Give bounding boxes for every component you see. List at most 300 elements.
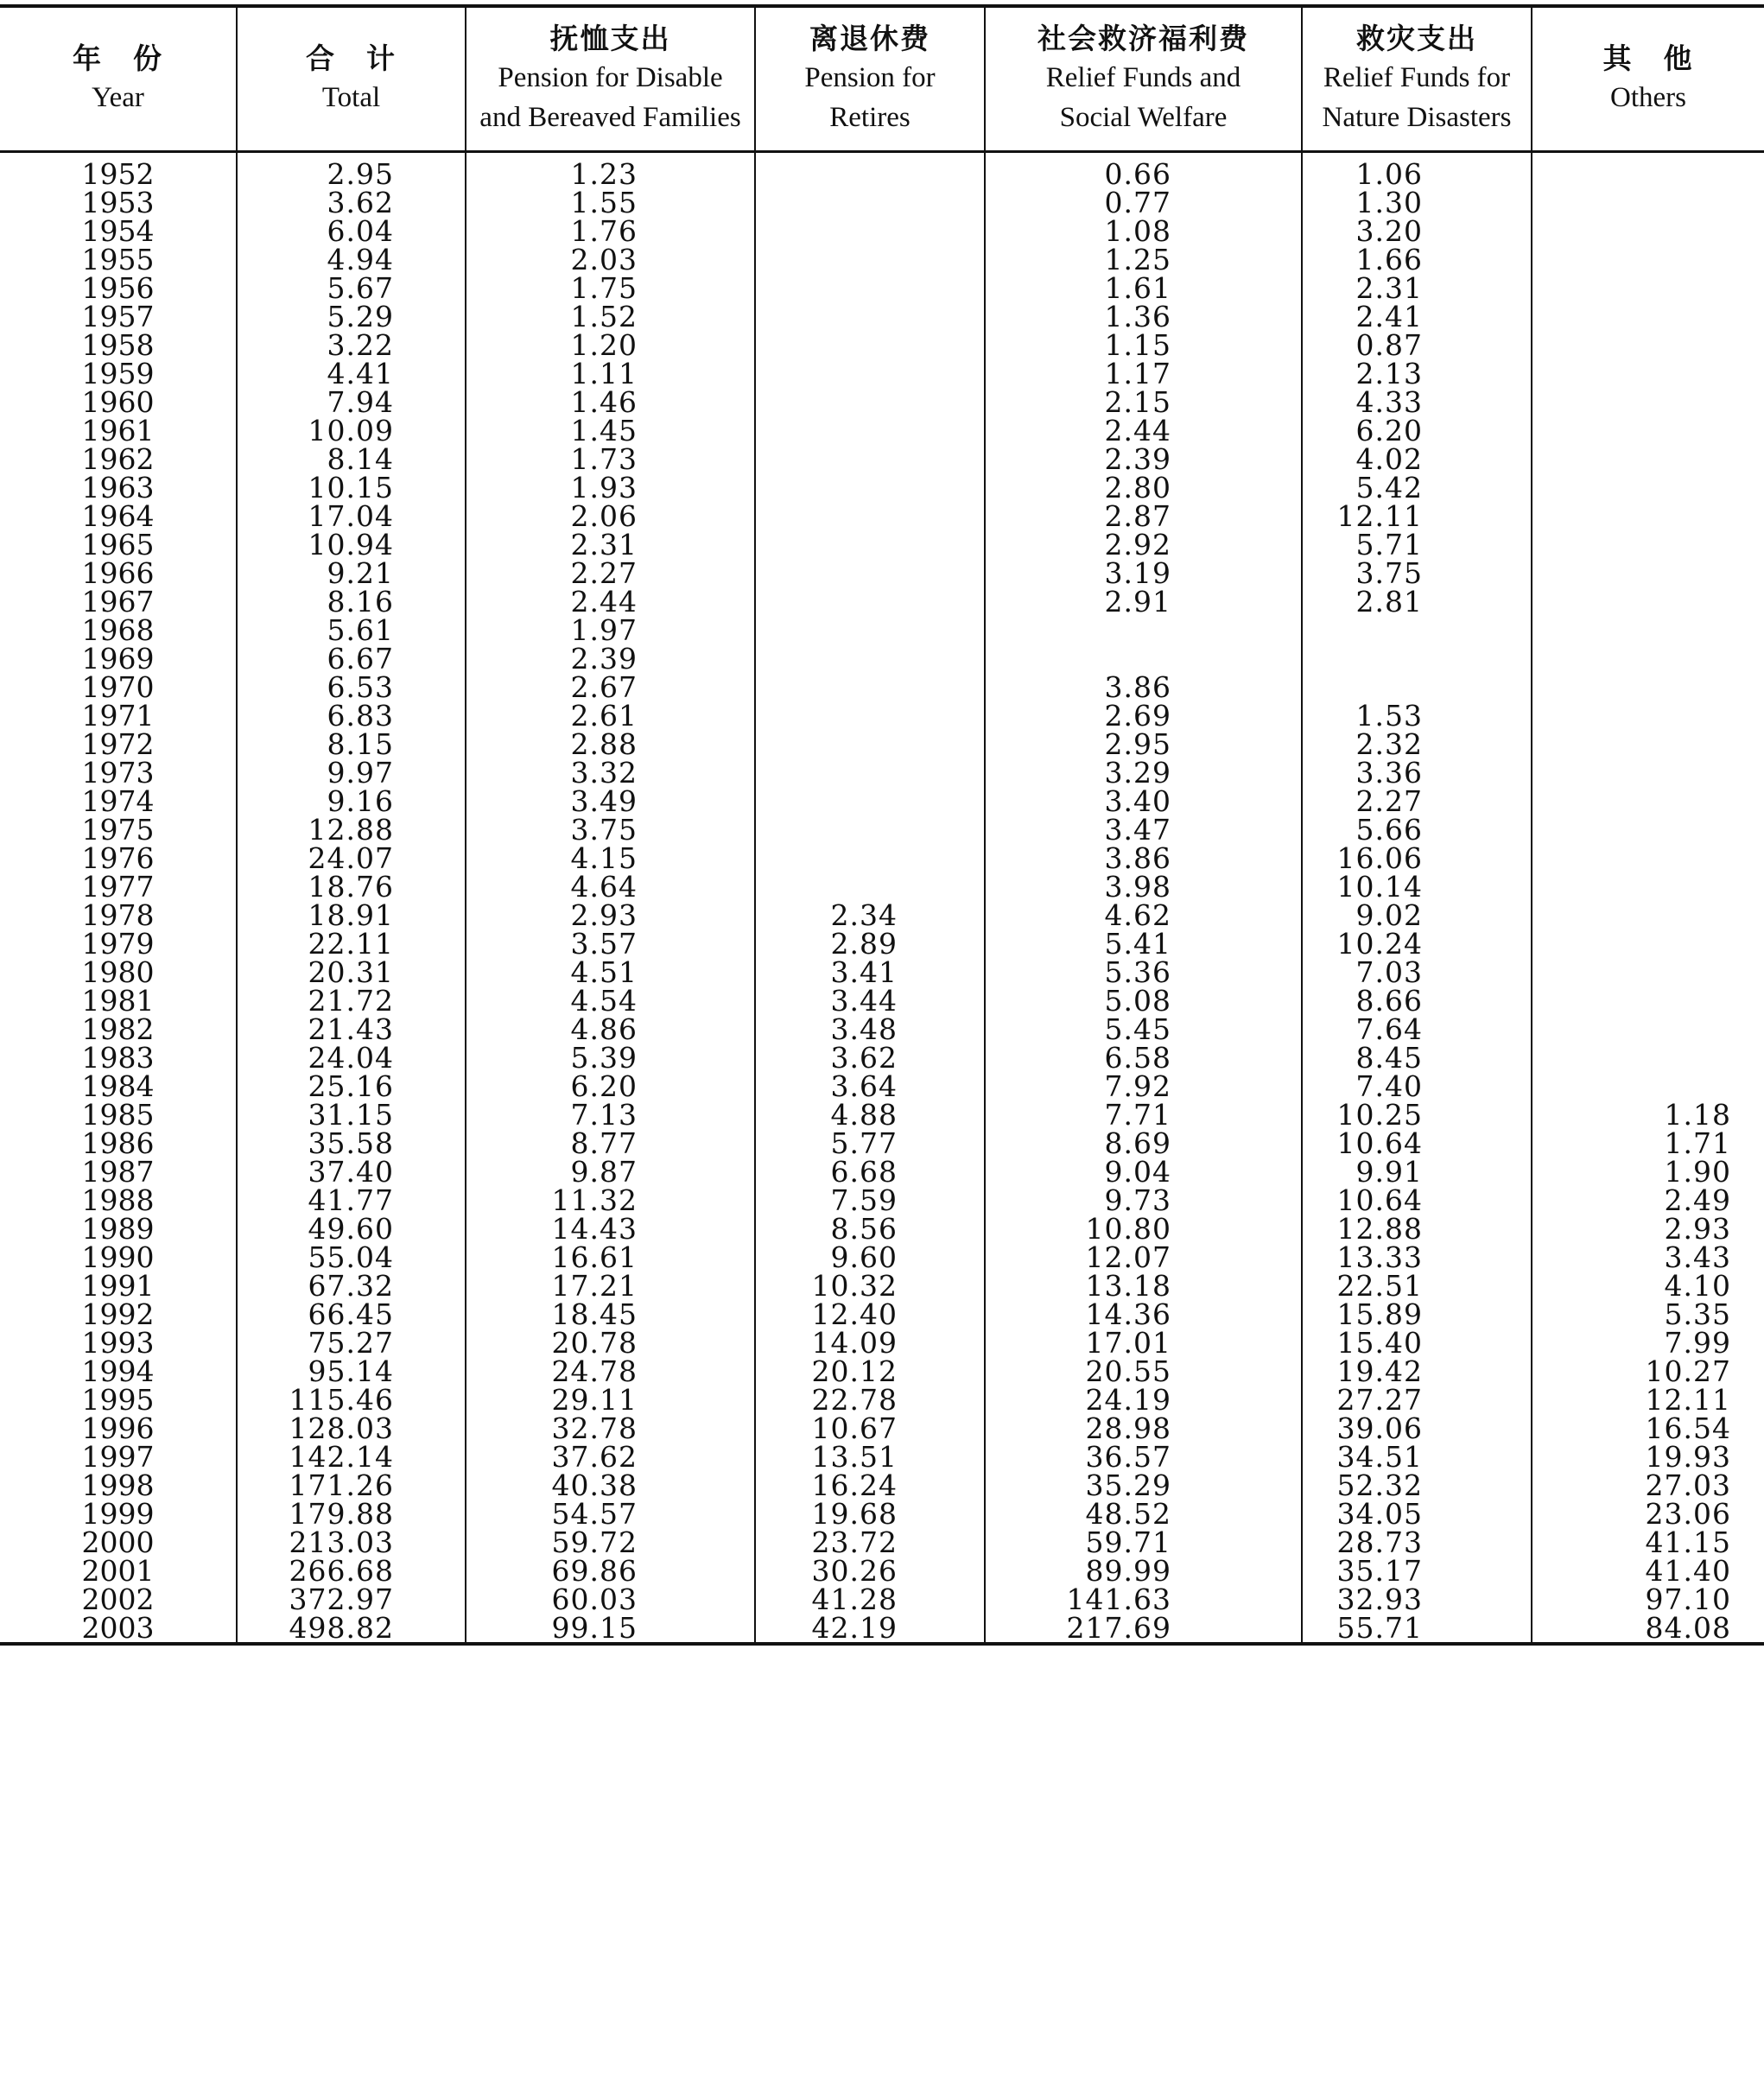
table-row [0,1158,1764,1186]
year-cell: 1963 [81,470,155,504]
social-welfare-cell: 0.66 [985,151,1302,188]
social-welfare-cell: 28.98 [985,1414,1302,1443]
pension-disabled-cell: 3.32 [466,758,755,787]
year-cell: 2002 [81,1582,155,1616]
table-row [0,1585,1764,1614]
social-welfare-cell: 6.58 [985,1043,1302,1072]
pension-retires-cell: 42.19 [755,1614,985,1644]
table-row [0,188,1764,217]
relief-expenditure-table [0,4,1764,1646]
header-en: Total [321,82,381,114]
pension-disabled-cell: 2.61 [466,701,755,730]
table-row [0,245,1764,274]
pension-disabled-cell: 4.15 [466,844,755,872]
social-welfare-cell: 48.52 [985,1500,1302,1528]
social-welfare-cell [985,644,1302,673]
total-cell: 10.15 [237,473,466,502]
pension-retires-cell: 9.60 [755,1243,985,1272]
pension-retires-cell [755,274,985,302]
disaster-relief-cell: 15.89 [1302,1300,1532,1329]
total-cell: 21.72 [237,986,466,1015]
pension-retires-cell [755,151,985,188]
pension-retires-cell: 5.77 [755,1129,985,1158]
disaster-relief-cell: 5.71 [1302,530,1532,559]
year-cell: 1958 [81,327,155,362]
total-cell: 55.04 [237,1243,466,1272]
year-cell: 1970 [81,669,155,704]
pension-retires-cell: 2.89 [755,929,985,958]
pension-disabled-cell: 9.87 [466,1158,755,1186]
social-welfare-cell [985,616,1302,644]
total-cell: 25.16 [237,1072,466,1100]
social-welfare-cell: 1.61 [985,274,1302,302]
disaster-relief-cell: 1.06 [1302,151,1532,188]
disaster-relief-cell: 34.51 [1302,1443,1532,1471]
year-cell: 1998 [81,1468,155,1502]
social-welfare-cell: 13.18 [985,1272,1302,1300]
table-row [0,1272,1764,1300]
total-cell: 498.82 [237,1614,466,1644]
social-welfare-cell: 9.04 [985,1158,1302,1186]
disaster-relief-cell: 10.14 [1302,872,1532,901]
total-cell: 115.46 [237,1386,466,1414]
pension-retires-cell: 7.59 [755,1186,985,1215]
table-row [0,559,1764,587]
social-welfare-cell: 1.36 [985,302,1302,331]
table-row [0,701,1764,730]
year-cell: 1988 [81,1183,155,1217]
pension-disabled-cell: 1.97 [466,616,755,644]
disaster-relief-cell: 1.30 [1302,188,1532,217]
others-cell [1532,730,1764,758]
header-cn: 抚恤支出 [549,22,671,56]
header-pension-disabled [466,6,755,151]
year-cell: 1969 [81,641,155,675]
header-en: and Bereaved Families [479,102,741,134]
total-cell: 142.14 [237,1443,466,1471]
pension-retires-cell [755,473,985,502]
header-en: Pension for Disable [498,62,723,94]
total-cell: 171.26 [237,1471,466,1500]
pension-disabled-cell: 1.52 [466,302,755,331]
table-row [0,274,1764,302]
pension-retires-cell: 3.62 [755,1043,985,1072]
social-welfare-cell: 3.29 [985,758,1302,787]
disaster-relief-cell: 32.93 [1302,1585,1532,1614]
pension-retires-cell [755,302,985,331]
pension-disabled-cell: 1.93 [466,473,755,502]
social-welfare-cell: 5.36 [985,958,1302,986]
table-row [0,815,1764,844]
table-body [0,151,1764,1644]
disaster-relief-cell: 12.88 [1302,1215,1532,1243]
pension-disabled-cell: 4.86 [466,1015,755,1043]
disaster-relief-cell: 2.27 [1302,787,1532,815]
pension-retires-cell: 10.67 [755,1414,985,1443]
others-cell: 10.27 [1532,1357,1764,1386]
pension-disabled-cell: 8.77 [466,1129,755,1158]
pension-retires-cell: 23.72 [755,1528,985,1557]
total-cell: 2.95 [237,151,466,188]
table-row [0,1215,1764,1243]
pension-disabled-cell: 37.62 [466,1443,755,1471]
disaster-relief-cell: 22.51 [1302,1272,1532,1300]
others-cell [1532,445,1764,473]
pension-disabled-cell: 54.57 [466,1500,755,1528]
total-cell: 5.29 [237,302,466,331]
year-cell: 1960 [81,384,155,419]
others-cell [1532,245,1764,274]
others-cell: 23.06 [1532,1500,1764,1528]
pension-disabled-cell: 1.11 [466,359,755,388]
social-welfare-cell: 3.40 [985,787,1302,815]
others-cell [1532,844,1764,872]
total-cell: 266.68 [237,1557,466,1585]
total-cell: 17.04 [237,502,466,530]
others-cell [1532,502,1764,530]
header-en: Pension for [804,62,936,94]
header-en: Relief Funds and [1045,62,1241,94]
pension-disabled-cell: 3.57 [466,929,755,958]
others-cell [1532,901,1764,929]
disaster-relief-cell: 7.64 [1302,1015,1532,1043]
disaster-relief-cell: 10.64 [1302,1186,1532,1215]
pension-disabled-cell: 1.73 [466,445,755,473]
social-welfare-cell: 1.17 [985,359,1302,388]
total-cell: 9.21 [237,559,466,587]
year-cell: 1997 [81,1439,155,1474]
others-cell: 12.11 [1532,1386,1764,1414]
table-row [0,644,1764,673]
disaster-relief-cell: 12.11 [1302,502,1532,530]
pension-disabled-cell: 3.49 [466,787,755,815]
pension-retires-cell: 3.41 [755,958,985,986]
year-cell: 1975 [81,812,155,847]
table-row [0,1471,1764,1500]
year-cell: 1974 [81,783,155,818]
table-row [0,530,1764,559]
year-cell: 1981 [81,983,155,1018]
pension-disabled-cell: 99.15 [466,1614,755,1644]
table-row [0,758,1764,787]
year-cell: 1984 [81,1069,155,1103]
pension-retires-cell [755,245,985,274]
social-welfare-cell: 217.69 [985,1614,1302,1644]
social-welfare-cell: 59.71 [985,1528,1302,1557]
others-cell [1532,1072,1764,1100]
social-welfare-cell: 2.44 [985,416,1302,445]
table-row [0,331,1764,359]
disaster-relief-cell: 2.13 [1302,359,1532,388]
social-welfare-cell: 2.80 [985,473,1302,502]
year-cell: 1973 [81,755,155,790]
pension-retires-cell [755,217,985,245]
others-cell [1532,587,1764,616]
total-cell: 22.11 [237,929,466,958]
year-cell: 1972 [81,726,155,761]
pension-retires-cell: 3.64 [755,1072,985,1100]
table-row [0,587,1764,616]
pension-retires-cell [755,416,985,445]
others-cell [1532,217,1764,245]
others-cell [1532,302,1764,331]
pension-retires-cell [755,587,985,616]
header-en: Social Welfare [1059,102,1228,134]
others-cell [1532,151,1764,188]
total-cell: 4.94 [237,245,466,274]
pension-retires-cell [755,530,985,559]
pension-disabled-cell: 18.45 [466,1300,755,1329]
header-total [237,6,466,151]
total-cell: 49.60 [237,1215,466,1243]
others-cell [1532,872,1764,901]
disaster-relief-cell: 0.87 [1302,331,1532,359]
pension-retires-cell: 2.34 [755,901,985,929]
year-cell: 1989 [81,1211,155,1246]
pension-disabled-cell: 3.75 [466,815,755,844]
total-cell: 18.91 [237,901,466,929]
pension-retires-cell [755,188,985,217]
header-cn: 离退休费 [809,22,930,56]
disaster-relief-cell: 6.20 [1302,416,1532,445]
others-cell [1532,644,1764,673]
table-row [0,1557,1764,1585]
pension-retires-cell: 10.32 [755,1272,985,1300]
year-cell: 1978 [81,897,155,932]
social-welfare-cell: 0.77 [985,188,1302,217]
disaster-relief-cell: 2.31 [1302,274,1532,302]
social-welfare-cell: 5.41 [985,929,1302,958]
others-cell: 19.93 [1532,1443,1764,1471]
disaster-relief-cell: 5.42 [1302,473,1532,502]
pension-disabled-cell: 2.27 [466,559,755,587]
total-cell: 67.32 [237,1272,466,1300]
disaster-relief-cell: 39.06 [1302,1414,1532,1443]
others-cell [1532,416,1764,445]
others-cell: 3.43 [1532,1243,1764,1272]
pension-disabled-cell: 11.32 [466,1186,755,1215]
table-row [0,1243,1764,1272]
others-cell: 27.03 [1532,1471,1764,1500]
social-welfare-cell: 24.19 [985,1386,1302,1414]
disaster-relief-cell: 15.40 [1302,1329,1532,1357]
total-cell: 37.40 [237,1158,466,1186]
total-cell: 41.77 [237,1186,466,1215]
table-row [0,1414,1764,1443]
total-cell: 10.09 [237,416,466,445]
total-cell: 8.15 [237,730,466,758]
pension-disabled-cell: 1.76 [466,217,755,245]
table-row [0,872,1764,901]
pension-retires-cell [755,701,985,730]
total-cell: 8.16 [237,587,466,616]
others-cell: 41.40 [1532,1557,1764,1585]
total-cell: 12.88 [237,815,466,844]
total-cell: 9.97 [237,758,466,787]
total-cell: 21.43 [237,1015,466,1043]
table-row [0,1500,1764,1528]
total-cell: 24.04 [237,1043,466,1072]
table-row [0,151,1764,188]
pension-retires-cell: 16.24 [755,1471,985,1500]
table-row [0,616,1764,644]
pension-retires-cell [755,844,985,872]
pension-retires-cell [755,787,985,815]
total-cell: 20.31 [237,958,466,986]
social-welfare-cell: 17.01 [985,1329,1302,1357]
table-row [0,1329,1764,1357]
table-row [0,1300,1764,1329]
disaster-relief-cell [1302,673,1532,701]
year-cell: 1985 [81,1097,155,1132]
others-cell [1532,359,1764,388]
year-cell: 1996 [81,1411,155,1445]
header-en: Others [1610,82,1686,114]
pension-disabled-cell: 1.23 [466,151,755,188]
total-cell: 213.03 [237,1528,466,1557]
year-cell: 1976 [81,840,155,875]
social-welfare-cell: 141.63 [985,1585,1302,1614]
year-cell: 1968 [81,612,155,647]
others-cell [1532,758,1764,787]
pension-disabled-cell: 20.78 [466,1329,755,1357]
disaster-relief-cell: 34.05 [1302,1500,1532,1528]
total-cell: 10.94 [237,530,466,559]
header-en: Year [92,82,144,114]
table-row [0,787,1764,815]
table-row [0,1015,1764,1043]
disaster-relief-cell: 55.71 [1302,1614,1532,1644]
table-row [0,388,1764,416]
table-row [0,217,1764,245]
disaster-relief-cell: 3.36 [1302,758,1532,787]
table-row [0,1443,1764,1471]
pension-retires-cell: 3.44 [755,986,985,1015]
pension-retires-cell: 8.56 [755,1215,985,1243]
others-cell: 7.99 [1532,1329,1764,1357]
pension-disabled-cell: 40.38 [466,1471,755,1500]
total-cell: 24.07 [237,844,466,872]
year-cell: 1991 [81,1268,155,1303]
pension-disabled-cell: 1.20 [466,331,755,359]
pension-retires-cell: 12.40 [755,1300,985,1329]
disaster-relief-cell: 19.42 [1302,1357,1532,1386]
others-cell [1532,559,1764,587]
header-others [1532,6,1764,151]
year-cell: 1971 [81,698,155,733]
year-cell: 1967 [81,584,155,618]
others-cell [1532,274,1764,302]
pension-retires-cell [755,559,985,587]
others-cell [1532,331,1764,359]
others-cell [1532,616,1764,644]
total-cell: 128.03 [237,1414,466,1443]
others-cell [1532,929,1764,958]
others-cell [1532,701,1764,730]
year-cell: 1953 [81,185,155,219]
table-row [0,730,1764,758]
pension-disabled-cell: 2.39 [466,644,755,673]
social-welfare-cell: 2.87 [985,502,1302,530]
disaster-relief-cell: 52.32 [1302,1471,1532,1500]
pension-disabled-cell: 59.72 [466,1528,755,1557]
header-cn: 年 份 [73,41,163,76]
others-cell: 2.93 [1532,1215,1764,1243]
header-disaster-relief [1302,6,1532,151]
pension-retires-cell: 4.88 [755,1100,985,1129]
pension-retires-cell [755,673,985,701]
pension-disabled-cell: 7.13 [466,1100,755,1129]
others-cell: 97.10 [1532,1585,1764,1614]
table-row [0,958,1764,986]
disaster-relief-cell: 13.33 [1302,1243,1532,1272]
table-row [0,502,1764,530]
pension-disabled-cell: 5.39 [466,1043,755,1072]
table-row [0,1528,1764,1557]
pension-retires-cell [755,502,985,530]
table-row [0,929,1764,958]
total-cell: 66.45 [237,1300,466,1329]
pension-disabled-cell: 69.86 [466,1557,755,1585]
pension-retires-cell: 14.09 [755,1329,985,1357]
social-welfare-cell: 20.55 [985,1357,1302,1386]
total-cell: 372.97 [237,1585,466,1614]
pension-disabled-cell: 4.64 [466,872,755,901]
header-en: Retires [829,102,911,134]
header-en: Relief Funds for [1323,62,1511,94]
table-row [0,844,1764,872]
social-welfare-cell: 10.80 [985,1215,1302,1243]
others-cell: 5.35 [1532,1300,1764,1329]
social-welfare-cell: 2.39 [985,445,1302,473]
total-cell: 8.14 [237,445,466,473]
social-welfare-cell: 4.62 [985,901,1302,929]
header-social-welfare [985,6,1302,151]
others-cell [1532,1043,1764,1072]
others-cell: 41.15 [1532,1528,1764,1557]
year-cell: 1966 [81,555,155,590]
table-row [0,901,1764,929]
year-cell: 1957 [81,299,155,333]
pension-retires-cell [755,331,985,359]
social-welfare-cell: 2.69 [985,701,1302,730]
others-cell [1532,473,1764,502]
disaster-relief-cell: 4.02 [1302,445,1532,473]
table-row [0,445,1764,473]
disaster-relief-cell: 28.73 [1302,1528,1532,1557]
disaster-relief-cell: 7.40 [1302,1072,1532,1100]
table-row [0,1357,1764,1386]
disaster-relief-cell: 3.20 [1302,217,1532,245]
disaster-relief-cell: 1.53 [1302,701,1532,730]
table-row [0,302,1764,331]
year-cell: 1999 [81,1496,155,1531]
others-cell: 4.10 [1532,1272,1764,1300]
year-cell: 1990 [81,1240,155,1274]
header-cn: 救灾支出 [1356,22,1477,56]
year-cell: 1952 [81,156,155,191]
social-welfare-cell: 2.92 [985,530,1302,559]
year-cell: 1995 [81,1382,155,1417]
social-welfare-cell: 3.86 [985,844,1302,872]
disaster-relief-cell: 9.02 [1302,901,1532,929]
year-cell: 1982 [81,1012,155,1046]
year-cell: 2003 [0,1614,237,1644]
header-cn: 社会救济福利费 [1037,22,1249,56]
social-welfare-cell: 36.57 [985,1443,1302,1471]
disaster-relief-cell: 3.75 [1302,559,1532,587]
table-row [0,416,1764,445]
